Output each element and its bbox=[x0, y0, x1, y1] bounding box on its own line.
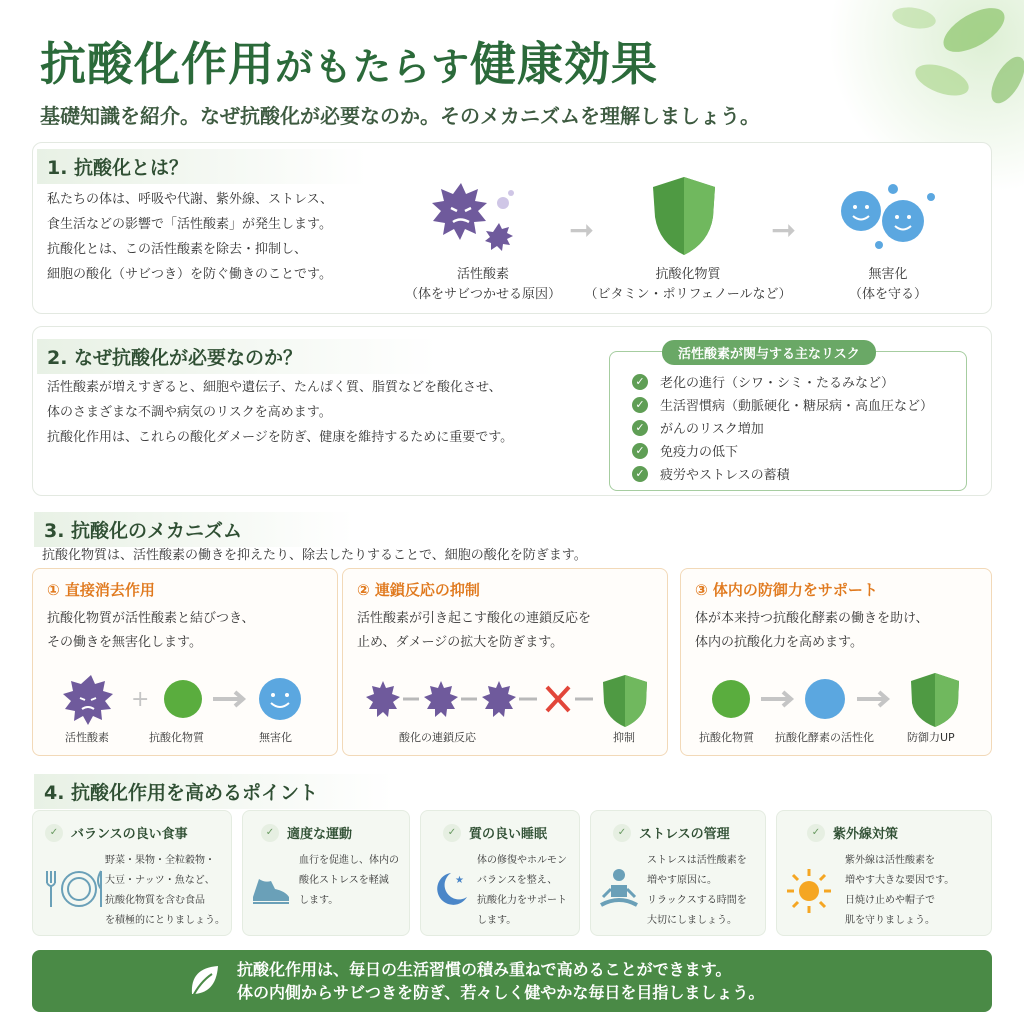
risk-box bbox=[609, 347, 967, 491]
arrow-icon: ➞ bbox=[569, 213, 595, 248]
harmless-face-icon bbox=[259, 678, 301, 720]
banner-line: 抗酸化作用は、毎日の生活習慣の積み重ねで高めることができます。 bbox=[237, 960, 732, 979]
flow-label: 活性酸素 bbox=[456, 267, 509, 282]
tip-line: 増やす原因に。 bbox=[647, 875, 717, 886]
leaf-badge-icon: ✓ bbox=[261, 824, 279, 842]
tip-text bbox=[105, 851, 225, 931]
section-4-heading: 4. 抗酸化作用を高めるポイント bbox=[34, 774, 394, 809]
tip-card-stress bbox=[590, 810, 766, 936]
section-2-heading: 2. なぜ抗酸化が必要なのか？ bbox=[37, 339, 437, 374]
section-1-line: 私たちの体は、呼吸や代謝、紫外線、ストレス、 bbox=[47, 192, 334, 207]
arrow-icon bbox=[213, 692, 243, 706]
risk-item bbox=[632, 372, 894, 391]
shoe-icon bbox=[249, 869, 293, 909]
antioxidant-ball-icon bbox=[712, 680, 750, 718]
mechanism-label: 抗酸化酵素の活性化 bbox=[775, 731, 874, 744]
direct-scavenging-diagram bbox=[53, 671, 323, 727]
mechanism-label: 抗酸化物質 bbox=[149, 731, 204, 744]
tip-text bbox=[845, 851, 954, 931]
section-3-intro: 抗酸化物質は、活性酸素の働きを抑えたり、除去したりすることで、細胞の酸化を防ぎます。 bbox=[42, 548, 587, 563]
antioxidant-ball-icon bbox=[164, 680, 202, 718]
leaf-badge-icon: ✓ bbox=[807, 824, 825, 842]
arrow-icon: ➞ bbox=[771, 213, 797, 248]
tip-line: 大切にしましょう。 bbox=[647, 915, 737, 926]
mechanism-label: 防御力UP bbox=[907, 731, 955, 744]
risk-item-label: 老化の進行（シワ・シミ・たるみなど） bbox=[660, 376, 895, 391]
svg-text:★: ★ bbox=[455, 875, 464, 886]
mechanism-line: 体が本来持つ抗酸化酵素の働きを助け、 bbox=[695, 611, 929, 626]
tip-line: 抗酸化物質を含む食品 bbox=[105, 895, 205, 906]
tip-card-sleep bbox=[420, 810, 580, 936]
tip-title bbox=[261, 823, 352, 842]
tip-line: 体の修復やホルモン bbox=[477, 855, 567, 866]
tip-title-label: バランスの良い食事 bbox=[71, 827, 188, 842]
risk-item-label: がんのリスク増加 bbox=[660, 422, 764, 437]
shield-icon bbox=[603, 675, 647, 727]
meditation-icon bbox=[597, 867, 641, 911]
tip-line: します。 bbox=[299, 895, 339, 906]
mechanism-desc bbox=[695, 607, 928, 655]
svg-text:+: + bbox=[131, 687, 150, 712]
mechanism-label: 抑制 bbox=[613, 731, 635, 744]
section-1-heading: 1. 抗酸化とは？ bbox=[37, 149, 367, 184]
shield-icon bbox=[647, 173, 721, 259]
radical-icon bbox=[423, 175, 533, 265]
risk-item bbox=[632, 418, 764, 437]
risk-item-label: 生活習慣病（動脈硬化・糖尿病・高血圧など） bbox=[660, 399, 934, 414]
mechanism-card-1 bbox=[32, 568, 338, 756]
tip-title bbox=[807, 823, 898, 842]
section-1-line: 抗酸化とは、この活性酸素を除去・抑制し、 bbox=[47, 242, 308, 257]
flow-label-antioxidant bbox=[573, 265, 803, 305]
tip-line: します。 bbox=[477, 915, 517, 926]
title-part-3: 健康効果 bbox=[470, 37, 659, 91]
mechanism-line: 止め、ダメージの拡大を防ぎます。 bbox=[357, 635, 564, 650]
section-2-text bbox=[47, 375, 607, 450]
moon-icon bbox=[427, 869, 471, 909]
mechanism-title: ③ 体内の防御力をサポート bbox=[695, 581, 878, 599]
tip-card-diet bbox=[32, 810, 232, 936]
leaf-badge-icon: ✓ bbox=[45, 824, 63, 842]
leaf-badge-icon: ✓ bbox=[443, 824, 461, 842]
tip-title-label: 質の良い睡眠 bbox=[469, 827, 548, 842]
tip-line: バランスを整え、 bbox=[477, 875, 558, 886]
risk-item bbox=[632, 441, 738, 460]
mechanism-label: 酸化の連鎖反応 bbox=[399, 731, 476, 744]
harmless-bubbles-icon bbox=[833, 179, 943, 259]
tip-line: 酸化ストレスを軽減 bbox=[299, 875, 389, 886]
defense-support-diagram bbox=[707, 669, 977, 729]
tip-line: リラックスする時間を bbox=[647, 895, 747, 906]
tip-title-label: 適度な運動 bbox=[287, 827, 353, 842]
banner-text bbox=[237, 958, 764, 1004]
banner-line: 体の内側からサビつきを防ぎ、若々しく健やかな毎日を目指しましょう。 bbox=[237, 983, 765, 1002]
mechanism-title: ② 連鎖反応の抑制 bbox=[357, 581, 480, 599]
arrow-icon bbox=[857, 692, 887, 706]
title-part-2: がもたらす bbox=[275, 45, 471, 89]
flow-label-harmless bbox=[823, 265, 953, 305]
mechanism-desc bbox=[357, 607, 591, 655]
mechanism-label: 活性酸素 bbox=[65, 731, 109, 744]
tip-title-label: 紫外線対策 bbox=[833, 827, 899, 842]
sun-icon bbox=[785, 867, 833, 915]
arrow-icon bbox=[761, 692, 791, 706]
tip-line: 大豆・ナッツ・魚など、 bbox=[105, 875, 215, 886]
check-icon: ✓ bbox=[632, 397, 648, 413]
section-2-card bbox=[32, 326, 992, 496]
section-2-line: 体のさまざまな不調や病気のリスクを高めます。 bbox=[47, 405, 332, 420]
tip-line: 野菜・果物・全粒穀物・ bbox=[105, 855, 215, 866]
mechanism-card-3 bbox=[680, 568, 992, 756]
mechanism-line: 活性酸素が引き起こす酸化の連鎖反応を bbox=[357, 611, 592, 626]
tip-line: 紫外線は活性酸素を bbox=[845, 855, 935, 866]
tip-line: 血行を促進し、体内の bbox=[299, 855, 399, 866]
flow-sublabel: （ビタミン・ポリフェノールなど） bbox=[584, 287, 792, 302]
mechanism-card-2 bbox=[342, 568, 668, 756]
flow-label-radical bbox=[393, 265, 573, 305]
mechanism-line: 抗酸化物質が活性酸素と結びつき、 bbox=[47, 611, 255, 626]
chain-reaction-diagram bbox=[361, 669, 657, 729]
cross-icon bbox=[547, 687, 569, 711]
section-3-heading: 3. 抗酸化のメカニズム bbox=[34, 512, 354, 547]
tip-title bbox=[45, 823, 188, 842]
mechanism-label: 無害化 bbox=[259, 731, 292, 744]
risk-item bbox=[632, 464, 790, 483]
check-icon: ✓ bbox=[632, 443, 648, 459]
mechanism-desc bbox=[47, 607, 254, 655]
risk-box-title: 活性酸素が関与する主なリスク bbox=[662, 340, 876, 365]
tip-title bbox=[613, 823, 730, 842]
radical-icon bbox=[63, 675, 113, 725]
flow-sublabel: （体をサビつかせる原因） bbox=[404, 287, 561, 302]
flow-label: 抗酸化物質 bbox=[655, 267, 721, 282]
tip-line: 増やす大きな要因です。 bbox=[845, 875, 955, 886]
tip-card-exercise bbox=[242, 810, 410, 936]
radical-chain-icon bbox=[366, 681, 516, 717]
tip-title-label: ストレスの管理 bbox=[639, 827, 730, 842]
flow-label: 無害化 bbox=[868, 267, 908, 282]
check-icon: ✓ bbox=[632, 374, 648, 390]
risk-item bbox=[632, 395, 933, 414]
tip-text bbox=[477, 851, 567, 931]
mechanism-title: ① 直接消去作用 bbox=[47, 581, 155, 599]
mechanism-line: 体内の抗酸化力を高めます。 bbox=[695, 635, 863, 650]
check-icon: ✓ bbox=[632, 420, 648, 436]
tip-text bbox=[299, 851, 399, 911]
tip-card-uv bbox=[776, 810, 992, 936]
enzyme-ball-icon bbox=[805, 679, 845, 719]
section-2-line: 活性酸素が増えすぎると、細胞や遺伝子、たんぱく質、脂質などを酸化させ、 bbox=[47, 380, 502, 395]
tip-text bbox=[647, 851, 747, 931]
section-1-card bbox=[32, 142, 992, 314]
leaf-icon bbox=[188, 964, 222, 1000]
tip-title bbox=[443, 823, 547, 842]
fork-plate-icon bbox=[41, 867, 105, 911]
title-part-1: 抗酸化作用 bbox=[40, 37, 275, 91]
section-2-line: 抗酸化作用は、これらの酸化ダメージを防ぎ、健康を維持するために重要です。 bbox=[47, 430, 514, 445]
mechanism-label: 抗酸化物質 bbox=[699, 731, 754, 744]
shield-icon bbox=[911, 673, 959, 727]
tip-line: 肌を守りましょう。 bbox=[845, 915, 935, 926]
tip-line: 日焼け止めや帽子で bbox=[845, 895, 935, 906]
leaf-badge-icon: ✓ bbox=[613, 824, 631, 842]
section-1-line: 食生活などの影響で「活性酸素」が発生します。 bbox=[47, 217, 332, 232]
section-1-text bbox=[47, 187, 407, 287]
check-icon: ✓ bbox=[632, 466, 648, 482]
summary-banner bbox=[32, 950, 992, 1012]
tip-line: 抗酸化力をサポート bbox=[477, 895, 567, 906]
page-subtitle: 基礎知識を紹介。なぜ抗酸化が必要なのか。そのメカニズムを理解しましょう。 bbox=[40, 104, 760, 128]
tip-line: ストレスは活性酸素を bbox=[647, 855, 747, 866]
flow-sublabel: （体を守る） bbox=[848, 287, 927, 302]
risk-item-label: 疲労やストレスの蓄積 bbox=[660, 468, 790, 483]
page-title bbox=[40, 28, 658, 94]
mechanism-line: その働きを無害化します。 bbox=[47, 635, 202, 650]
risk-item-label: 免疫力の低下 bbox=[660, 445, 739, 460]
tip-line: を積極的にとりましょう。 bbox=[105, 915, 225, 926]
section-1-line: 細胞の酸化（サビつき）を防ぐ働きのことです。 bbox=[47, 267, 332, 282]
